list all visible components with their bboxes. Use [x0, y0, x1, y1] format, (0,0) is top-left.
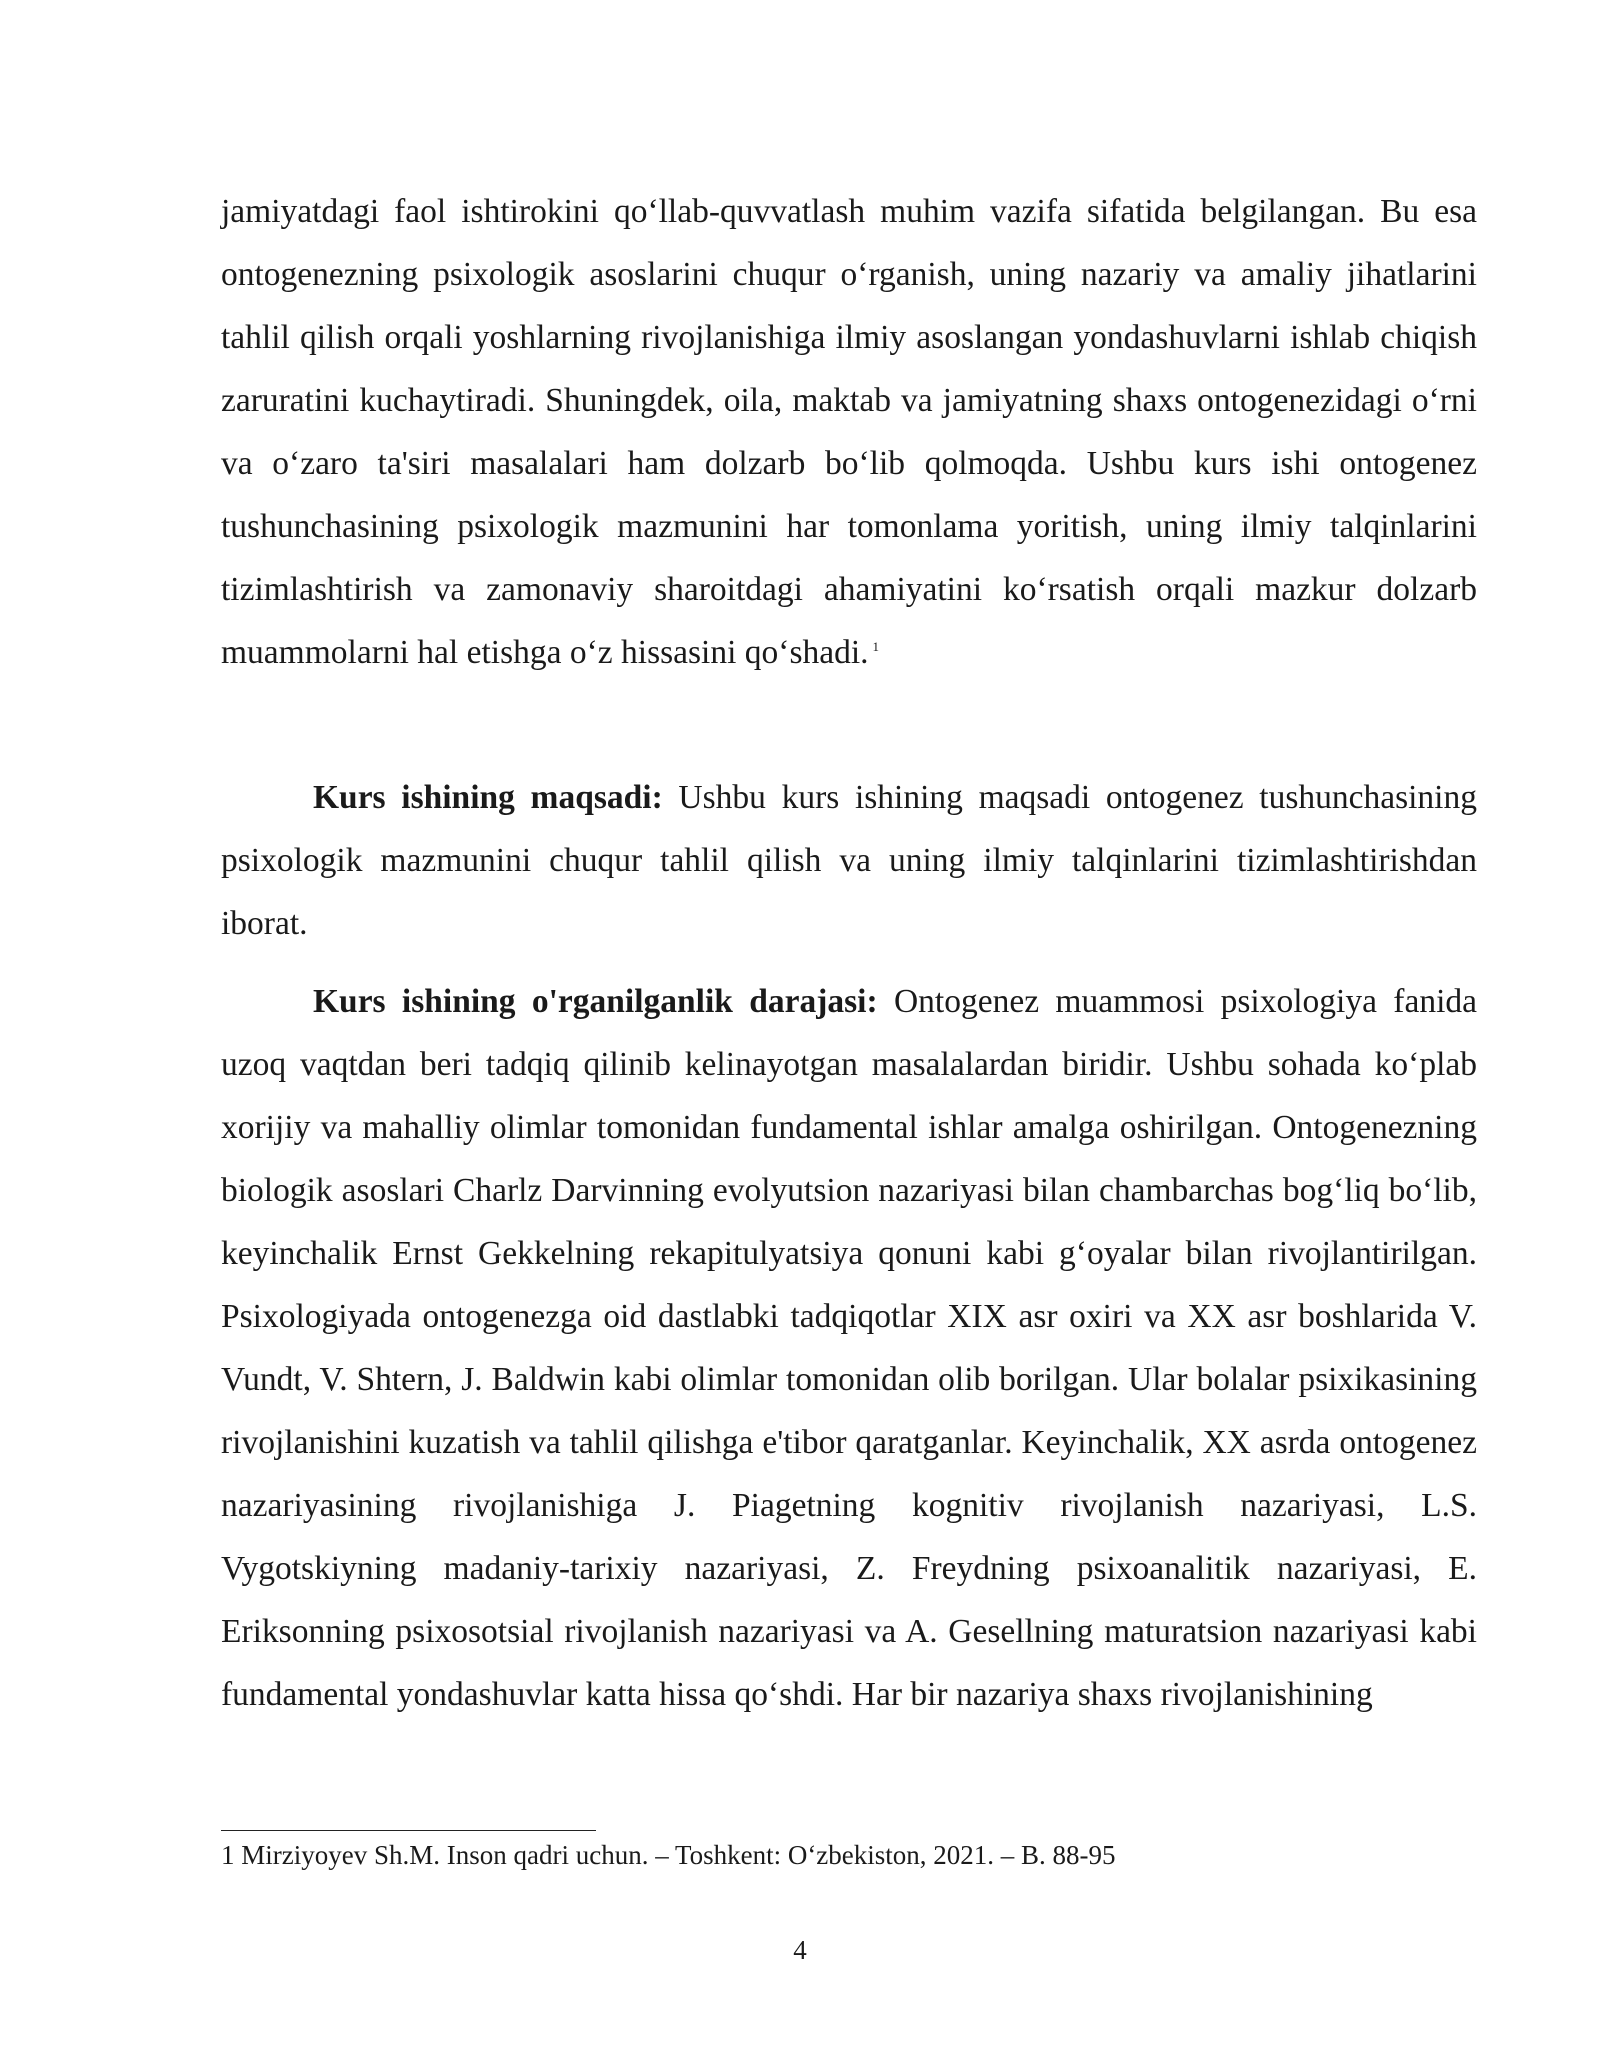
study-degree-text: Ontogenez muammosi psixologiya fanida uzoq vaqtdan beri tadqiq qilinib kelinayotgan masalalardan biridir. Ushbu sohada ko‘plab xorijiy va mahalliy olimlar tomonidan fundamental ishlar amalga oshirilgan. Ontogenezning biologik asoslari Charlz Darvinning evolyutsion nazariyasi bilan chambarchas bog‘liq bo‘lib, keyinchalik Ernst Gekkelning rekapitulyatsiya qonuni kabi g‘oyalar bilan rivojlantirilgan. Psixologiyada ontogenezga oid dastlabki tadqiqotlar XIX asr oxiri va XX asr boshlarida V. Vundt, V. Shtern, J. Baldwin kabi olimlar tomonidan olib borilgan. Ular bolalar psixikasining rivojlanishini kuzatish va tahlil qilishga e'tibor qaratganlar. Keyinchalik, XX asrda ontogenez nazariyasining rivojlanishiga J. Piagetning kognitiv rivojlanish nazariyasi, L.S. Vygotskiyning madaniy-tarixiy nazariyasi, Z. Freydning psixoanalitik nazariyasi, E. Eriksonning psixosotsial rivojlanish nazariyasi va A. Gesellning maturatsion nazariyasi kabi fundamental yondashuvlar katta hissa qo‘shdi. Har bir nazariya shaxs rivojlanishining [221, 983, 1477, 1713]
footnote-reference[interactable]: 1 [872, 639, 880, 655]
footnote: 1 Mirziyoyev Sh.M. Inson qadri uchun. – Toshkent: O‘zbekiston, 2021. – B. 88-95 [221, 1840, 1116, 1870]
page-number: 4 [793, 1935, 807, 1965]
footnote-separator [221, 1830, 596, 1831]
aim-text: Ushbu kurs ishining maqsadi ontogenez tushunchasining psixologik mazmunini chuqur tahlil qilish va uning ilmiy talqinlarini tizimlashtirishdan iborat. [221, 779, 1477, 942]
study-degree-heading: Kurs ishining o'rganilganlik darajasi: [313, 983, 878, 1020]
intro-paragraph [221, 180, 1477, 684]
aim-paragraph [221, 766, 1477, 955]
intro-text: jamiyatdagi faol ishtirokini qo‘llab-quvvatlash muhim vazifa sifatida belgilangan. Bu esa ontogenezning psixologik asoslarini chuqur o‘rganish, uning nazariy va amaliy jihatlarini tahlil qilish orqali yoshlarning rivojlanishiga ilmiy asoslangan yondashuvlarni ishlab chiqish zaruratini kuchaytiradi. Shuningdek, oila, maktab va jamiyatning shaxs ontogenezidagi o‘rni va o‘zaro ta'siri masalalari ham dolzarb bo‘lib qolmoqda. Ushbu kurs ishi ontogenez tushunchasining psixologik mazmunini har tomonlama yoritish, uning ilmiy talqinlarini tizimlashtirish va zamonaviy sharoitdagi ahamiyatini ko‘rsatish orqali mazkur dolzarb muammolarni hal etishga o‘z hissasini qo‘shadi. [221, 193, 1477, 671]
study-degree-paragraph [221, 970, 1477, 1726]
aim-heading: Kurs ishining maqsadi: [313, 779, 663, 816]
